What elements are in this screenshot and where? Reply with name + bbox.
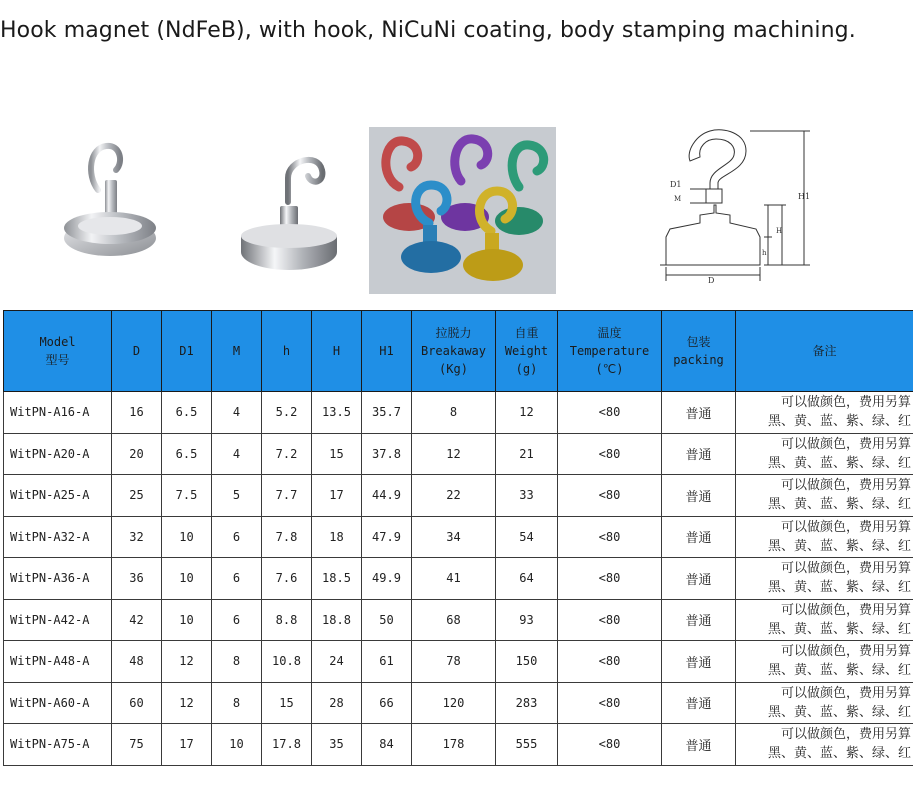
column-header-text: h (282, 344, 291, 358)
cell-d1: 12 (162, 641, 212, 683)
cell-d: 32 (112, 516, 162, 558)
column-header-text: (℃) (595, 362, 624, 376)
cell-d1: 10 (162, 558, 212, 600)
cell-m: 4 (212, 392, 262, 434)
cell-d: 25 (112, 475, 162, 517)
cell-d: 60 (112, 682, 162, 724)
diagram-label-h1: H1 (798, 192, 811, 201)
cell-temperature: <80 (558, 724, 662, 766)
spec-table (3, 310, 913, 766)
colored-hook-magnets-photo (369, 127, 556, 294)
cell-model: WitPN-A42-A (4, 599, 112, 641)
remarks-line-2: 黑、黄、蓝、紫、绿、红 (767, 663, 911, 679)
cell-d: 20 (112, 433, 162, 475)
remarks-line-1: 可以做颜色，费用另算 (780, 395, 911, 411)
cell-big-h: 24 (312, 641, 362, 683)
diagram-label-d1: D1 (670, 180, 682, 189)
cell-big-h: 18.5 (312, 558, 362, 600)
cell-temperature: <80 (558, 392, 662, 434)
column-header-text: 备注 (812, 344, 837, 358)
column-header-m (212, 311, 262, 392)
cell-d1: 7.5 (162, 475, 212, 517)
column-header-text: H (332, 344, 341, 358)
cell-m: 8 (212, 641, 262, 683)
column-header-temperature (558, 311, 662, 392)
cell-packing: 普通 (662, 433, 736, 475)
diagram-label-d: D (708, 276, 715, 285)
cell-remarks (736, 682, 913, 724)
cell-model: WitPN-A25-A (4, 475, 112, 517)
cell-h: 15 (262, 682, 312, 724)
cell-d1: 10 (162, 516, 212, 558)
cell-remarks (736, 558, 913, 600)
cell-packing: 普通 (662, 599, 736, 641)
column-header-text: M (232, 344, 241, 358)
table-row (4, 558, 913, 600)
cell-h: 5.2 (262, 392, 312, 434)
cell-breakaway: 120 (412, 682, 496, 724)
table-row (4, 724, 913, 766)
hook-magnet-photo-side (230, 140, 350, 275)
cell-h: 7.8 (262, 516, 312, 558)
column-header-text: 温度 (597, 326, 622, 340)
cell-weight: 555 (496, 724, 558, 766)
cell-d1: 6.5 (162, 433, 212, 475)
cell-breakaway: 8 (412, 392, 496, 434)
cell-h1: 61 (362, 641, 412, 683)
table-row (4, 392, 913, 434)
table-row (4, 682, 913, 724)
column-header-text: Temperature (569, 344, 650, 358)
remarks-line-2: 黑、黄、蓝、紫、绿、红 (767, 704, 911, 720)
cell-remarks (736, 724, 913, 766)
cell-temperature: <80 (558, 641, 662, 683)
cell-m: 6 (212, 558, 262, 600)
column-header-text: (Kg) (439, 362, 468, 376)
cell-h1: 50 (362, 599, 412, 641)
cell-weight: 12 (496, 392, 558, 434)
cell-big-h: 18.8 (312, 599, 362, 641)
cell-model: WitPN-A16-A (4, 392, 112, 434)
page-title: Hook magnet (NdFeB), with hook, NiCuNi coating, body stamping machining. (0, 18, 856, 43)
diagram-label-m: M (674, 195, 682, 203)
cell-h1: 35.7 (362, 392, 412, 434)
cell-model: WitPN-A32-A (4, 516, 112, 558)
cell-big-h: 13.5 (312, 392, 362, 434)
cell-m: 5 (212, 475, 262, 517)
cell-weight: 150 (496, 641, 558, 683)
remarks-line-1: 可以做颜色，费用另算 (780, 602, 911, 618)
column-header-d (112, 311, 162, 392)
cell-m: 10 (212, 724, 262, 766)
cell-h1: 49.9 (362, 558, 412, 600)
cell-temperature: <80 (558, 682, 662, 724)
remarks-line-1: 可以做颜色，费用另算 (780, 727, 911, 743)
cell-big-h: 17 (312, 475, 362, 517)
cell-d1: 17 (162, 724, 212, 766)
column-header-packing (662, 311, 736, 392)
table-body (4, 392, 913, 766)
cell-temperature: <80 (558, 599, 662, 641)
cell-temperature: <80 (558, 433, 662, 475)
remarks-line-2: 黑、黄、蓝、紫、绿、红 (767, 497, 911, 513)
remarks-line-1: 可以做颜色，费用另算 (780, 478, 911, 494)
cell-weight: 93 (496, 599, 558, 641)
cell-weight: 64 (496, 558, 558, 600)
column-header-breakaway (412, 311, 496, 392)
remarks-line-1: 可以做颜色，费用另算 (780, 519, 911, 535)
cell-h1: 84 (362, 724, 412, 766)
cell-d: 36 (112, 558, 162, 600)
column-header-text: 型号 (45, 353, 70, 367)
cell-weight: 283 (496, 682, 558, 724)
cell-h1: 44.9 (362, 475, 412, 517)
cell-h: 7.6 (262, 558, 312, 600)
hook-magnet-photo-silver (50, 140, 170, 265)
remarks-line-2: 黑、黄、蓝、紫、绿、红 (767, 455, 911, 471)
cell-remarks (736, 641, 913, 683)
cell-d1: 12 (162, 682, 212, 724)
cell-m: 6 (212, 516, 262, 558)
column-header-text: H1 (379, 344, 394, 358)
column-header-text: 自重 (514, 326, 539, 340)
column-header-remarks (736, 311, 913, 392)
cell-h1: 47.9 (362, 516, 412, 558)
table-row (4, 433, 913, 475)
cell-temperature: <80 (558, 475, 662, 517)
cell-packing: 普通 (662, 682, 736, 724)
column-header-text: D (132, 344, 141, 358)
cell-model: WitPN-A20-A (4, 433, 112, 475)
cell-big-h: 35 (312, 724, 362, 766)
cell-h: 17.8 (262, 724, 312, 766)
cell-d1: 10 (162, 599, 212, 641)
remarks-line-2: 黑、黄、蓝、紫、绿、红 (767, 580, 911, 596)
cell-h: 7.2 (262, 433, 312, 475)
cell-remarks (736, 433, 913, 475)
cell-breakaway: 22 (412, 475, 496, 517)
cell-breakaway: 41 (412, 558, 496, 600)
table-row (4, 599, 913, 641)
cell-big-h: 28 (312, 682, 362, 724)
cell-big-h: 15 (312, 433, 362, 475)
cell-temperature: <80 (558, 558, 662, 600)
table-header-row (4, 311, 913, 392)
remarks-line-1: 可以做颜色，费用另算 (780, 436, 911, 452)
cell-h1: 37.8 (362, 433, 412, 475)
column-header-text: packing (673, 353, 724, 367)
remarks-line-2: 黑、黄、蓝、紫、绿、红 (767, 414, 911, 430)
column-header-big-h (312, 311, 362, 392)
table-row (4, 475, 913, 517)
column-header-text: Breakaway (420, 344, 487, 358)
cell-d: 75 (112, 724, 162, 766)
cell-model: WitPN-A75-A (4, 724, 112, 766)
remarks-line-2: 黑、黄、蓝、紫、绿、红 (767, 746, 911, 762)
column-header-text: Weight (504, 344, 549, 358)
table-row (4, 641, 913, 683)
column-header-text: D1 (179, 344, 194, 358)
cell-d: 16 (112, 392, 162, 434)
cell-temperature: <80 (558, 516, 662, 558)
column-header-model (4, 311, 112, 392)
cell-d1: 6.5 (162, 392, 212, 434)
cell-h: 8.8 (262, 599, 312, 641)
cell-d: 48 (112, 641, 162, 683)
cell-m: 6 (212, 599, 262, 641)
column-header-text: Model (39, 335, 76, 349)
column-header-text: 拉脱力 (435, 326, 472, 340)
diagram-label-big-h: H (776, 227, 783, 235)
cell-h: 10.8 (262, 641, 312, 683)
column-header-weight (496, 311, 558, 392)
cell-packing: 普通 (662, 558, 736, 600)
cell-breakaway: 78 (412, 641, 496, 683)
cell-d: 42 (112, 599, 162, 641)
cell-packing: 普通 (662, 475, 736, 517)
cell-big-h: 18 (312, 516, 362, 558)
cell-packing: 普通 (662, 516, 736, 558)
column-header-h (262, 311, 312, 392)
cell-remarks (736, 516, 913, 558)
cell-packing: 普通 (662, 641, 736, 683)
column-header-h1 (362, 311, 412, 392)
cell-weight: 21 (496, 433, 558, 475)
column-header-text: 包装 (686, 335, 711, 349)
remarks-line-2: 黑、黄、蓝、紫、绿、红 (767, 621, 911, 637)
cell-weight: 54 (496, 516, 558, 558)
table-row (4, 516, 913, 558)
cell-h1: 66 (362, 682, 412, 724)
column-header-text: (g) (515, 362, 538, 376)
remarks-line-1: 可以做颜色，费用另算 (780, 644, 911, 660)
cell-model: WitPN-A48-A (4, 641, 112, 683)
remarks-line-1: 可以做颜色，费用另算 (780, 561, 911, 577)
cell-packing: 普通 (662, 724, 736, 766)
cell-remarks (736, 599, 913, 641)
cell-breakaway: 178 (412, 724, 496, 766)
column-header-d1 (162, 311, 212, 392)
cell-remarks (736, 392, 913, 434)
remarks-line-2: 黑、黄、蓝、紫、绿、红 (767, 538, 911, 554)
cell-packing: 普通 (662, 392, 736, 434)
cell-breakaway: 12 (412, 433, 496, 475)
cell-model: WitPN-A60-A (4, 682, 112, 724)
cell-breakaway: 34 (412, 516, 496, 558)
cell-h: 7.7 (262, 475, 312, 517)
diagram-label-h: h (762, 249, 767, 257)
cell-m: 4 (212, 433, 262, 475)
cell-breakaway: 68 (412, 599, 496, 641)
cell-m: 8 (212, 682, 262, 724)
cell-model: WitPN-A36-A (4, 558, 112, 600)
remarks-line-1: 可以做颜色，费用另算 (780, 685, 911, 701)
cell-weight: 33 (496, 475, 558, 517)
technical-drawing (660, 125, 825, 295)
cell-remarks (736, 475, 913, 517)
